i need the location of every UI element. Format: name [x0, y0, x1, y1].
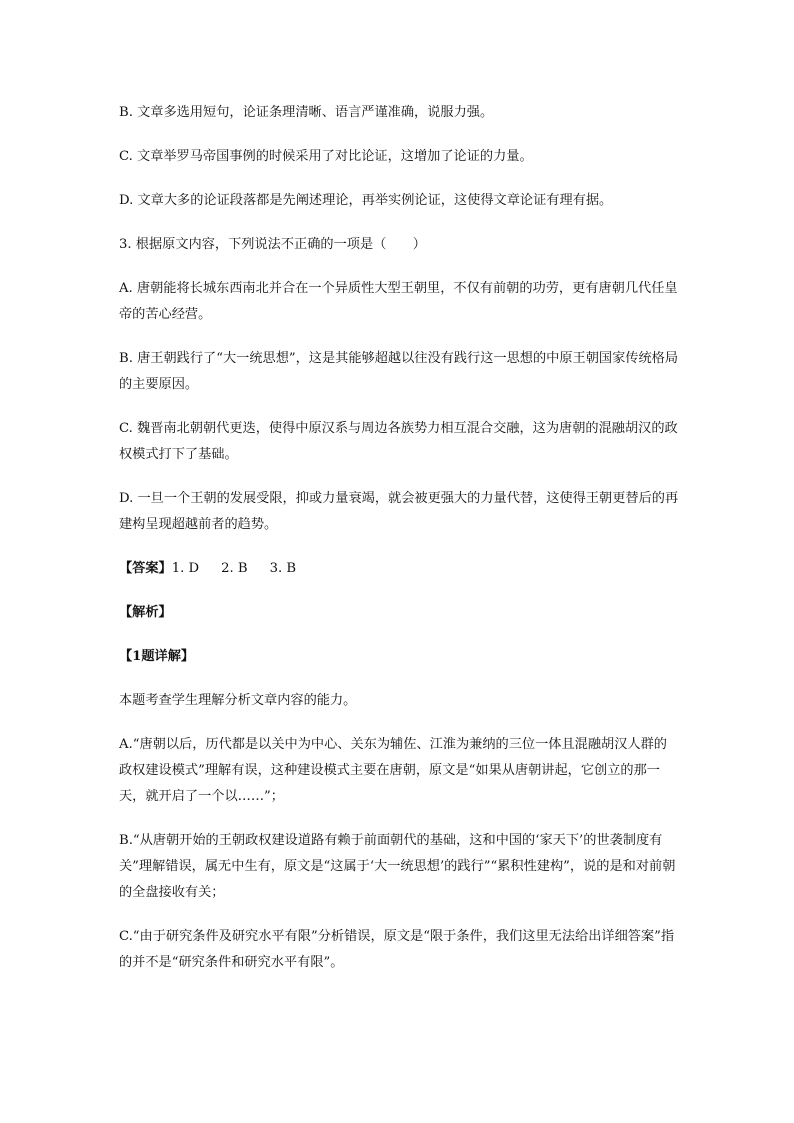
analysis-option-a: A.“唐朝以后，历代都是以关中为中心、关东为辅佐、江淮为兼纳的三位一体且混融胡汉人群的政权建设模式”理解有误，这种建设模式主要在唐朝，原文是“如果从唐朝讲起，它创立的那一天，就开启了一个以……”； [119, 737, 667, 804]
analysis-label: 【解析】 [119, 605, 172, 620]
question-3-option-d: D. 一旦一个王朝的发展受限，抑或力量衰竭，就会被更强大的力量代替，这使得王朝更替后的再建构呈现超越前者的趋势。 [119, 491, 679, 532]
analysis-option-c: C.“由于研究条件及研究水平有限”分析错误，原文是“限于条件，我们这里无法给出详细答案”指的并不是“研究条件和研究水平有限”。 [119, 929, 675, 970]
analysis-intro: 本题考查学生理解分析文章内容的能力。 [119, 693, 357, 708]
detail-label: 【1题详解】 [119, 649, 195, 664]
option-b-paragraph: B. 文章多选用短句，论证条理清晰、语言严谨准确，说服力强。 [119, 105, 494, 120]
answer-line [119, 556, 679, 582]
answer-1: 1. D [171, 561, 200, 576]
question-3-option-c: C. 魏晋南北朝朝代更迭，使得中原汉系与周边各族势力相互混合交融，这为唐朝的混融胡汉的政权模式打下了基础。 [119, 421, 678, 462]
option-d-paragraph: D. 文章大多的论证段落都是先阐述理论，再举实例论证，这使得文章论证有理有据。 [119, 193, 613, 208]
answer-label: 【答案】 [119, 561, 172, 576]
question-3-option-b: B. 唐王朝践行了“大一统思想”，这是其能够超越以往没有践行这一思想的中原王朝国家传统格局的主要原因。 [119, 351, 679, 392]
analysis-option-b: B.“从唐朝开始的王朝政权建设道路有赖于前面朝代的基础，这和中国的‘家天下’的世袭制度有关”理解错误，属无中生有，原文是“这属于‘大一统思想’的践行”“累积性建构”，说的是和对前朝的全盘接收有关； [119, 833, 676, 900]
answer-2: 2. B [221, 561, 248, 576]
option-c-paragraph: C. 文章举罗马帝国事例的时候采用了对比论证，这增加了论证的力量。 [119, 149, 533, 164]
question-3-stem: 3. 根据原文内容，下列说法不正确的一项是（ ） [119, 237, 426, 252]
question-3-option-a: A. 唐朝能将长城东西南北并合在一个异质性大型王朝里，不仅有前朝的功劳，更有唐朝几代任皇帝的苦心经营。 [119, 281, 678, 322]
answer-3: 3. B [269, 561, 297, 576]
document-body [119, 100, 679, 994]
